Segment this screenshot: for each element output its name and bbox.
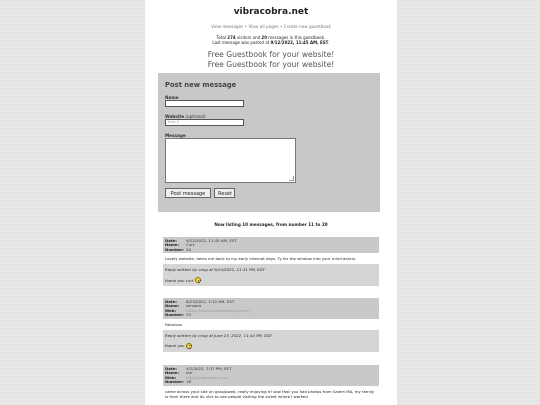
entry-date: 9/12/2022, 11:45 AM, EST [186, 238, 237, 243]
form-heading: Post new message [165, 81, 237, 89]
date-key: Date: [165, 366, 177, 371]
entry-meta [163, 298, 379, 319]
promo-line[interactable]: Free Guestbook for your website! [207, 50, 335, 60]
entry-web-link[interactable]: http://niagorbett.com [186, 374, 228, 380]
post-message-button[interactable]: Post message [165, 188, 211, 198]
nav-links [145, 24, 397, 29]
number-key: Number: [165, 312, 184, 318]
web-key: Web: [165, 307, 177, 313]
reply-byline: Reply written by cnug at June 23, 2022, 11:44 PM, EDT [165, 332, 273, 338]
guestbook-stats [145, 35, 397, 45]
create-guestbook-link[interactable]: Create new guestbook [283, 24, 331, 29]
name-key: Name: [165, 303, 180, 309]
view-all-pages-link[interactable]: View all pages [248, 24, 279, 29]
name-label: Name [165, 95, 179, 100]
view-messages-link[interactable]: View messages [211, 24, 244, 29]
guestbook-entry [163, 298, 379, 352]
reset-button[interactable]: Reset [214, 188, 235, 198]
site-title: vibracobra.net [233, 7, 309, 17]
name-key: Name: [165, 242, 180, 248]
entry-date: 4/2/2022, 7:37 PM, EST [186, 366, 232, 371]
smiley-icon [186, 343, 192, 349]
website-label-text: Website [165, 114, 185, 119]
reply-byline: Reply written by cnug at 9/14/2022, 11:31 PM, EDT [165, 267, 266, 273]
stats-text: visitors and [235, 35, 262, 40]
last-message-time: 9/12/2022, 11:45 AM, EST [270, 40, 329, 46]
entry-web-link[interactable]: https://www.artellanoeberg.com/ [186, 307, 250, 313]
stats-text: Last message was posted at [212, 40, 271, 46]
reply-text-row [165, 343, 377, 349]
smiley-icon [195, 277, 201, 283]
reply-text: thank you [165, 343, 185, 349]
entry-name: Curt [186, 242, 195, 248]
entry-message: Lovely website, takes me back to my early internet days. Ty for the window into your mind darius. [163, 253, 379, 264]
stats-text: messages in this guestbook. [267, 35, 326, 40]
number-key: Number: [165, 246, 184, 252]
message-count: 20 [261, 35, 267, 40]
entry-date: 6/23/2022, 5:12 AM, EST [186, 299, 235, 304]
website-input[interactable]: http:// [165, 119, 244, 126]
nav-separator: • [243, 24, 249, 29]
name-key: Name: [165, 370, 180, 376]
entry-number: 18 [186, 379, 191, 385]
name-input[interactable] [165, 100, 244, 107]
reply-text-row [165, 277, 377, 283]
entry-name: sensora [186, 303, 202, 309]
reply-text: thank you curt [165, 277, 194, 283]
entry-reply [163, 264, 379, 286]
entry-reply [163, 330, 379, 352]
guestbook-entry [163, 365, 379, 402]
message-textarea[interactable] [165, 138, 296, 183]
guestbook-entry [163, 237, 379, 286]
entry-number: 20 [186, 246, 191, 252]
guestbook-page [145, 0, 397, 405]
message-label: Message [165, 133, 186, 138]
entry-message: Fabulous [163, 319, 379, 330]
entry-number: 19 [186, 312, 191, 318]
stats-text: Total [216, 35, 228, 40]
number-key: Number: [165, 379, 184, 385]
listing-summary: Now listing 10 messages, from number 11 to 20 [214, 222, 328, 227]
entry-meta [163, 365, 379, 386]
entry-message: came across your site on gossipweb, really enjoying it! saw that you had photos from Salem MA, my family is from there and its nice to see people visiting the street where i worked [163, 386, 379, 402]
web-key: Web: [165, 374, 177, 380]
post-message-form [158, 73, 380, 212]
website-optional-text: (optional) [184, 114, 206, 119]
entry-name: nia [186, 370, 192, 376]
entry-meta [163, 237, 379, 253]
resize-grip-icon[interactable] [289, 176, 294, 181]
visitor-count: 274 [227, 35, 236, 40]
promo-line[interactable]: Free Guestbook for your website! [207, 60, 335, 69]
promo-banner[interactable] [145, 50, 397, 69]
date-key: Date: [165, 299, 177, 304]
stats-text: . [328, 40, 330, 46]
nav-separator: • [278, 24, 284, 29]
date-key: Date: [165, 238, 177, 243]
